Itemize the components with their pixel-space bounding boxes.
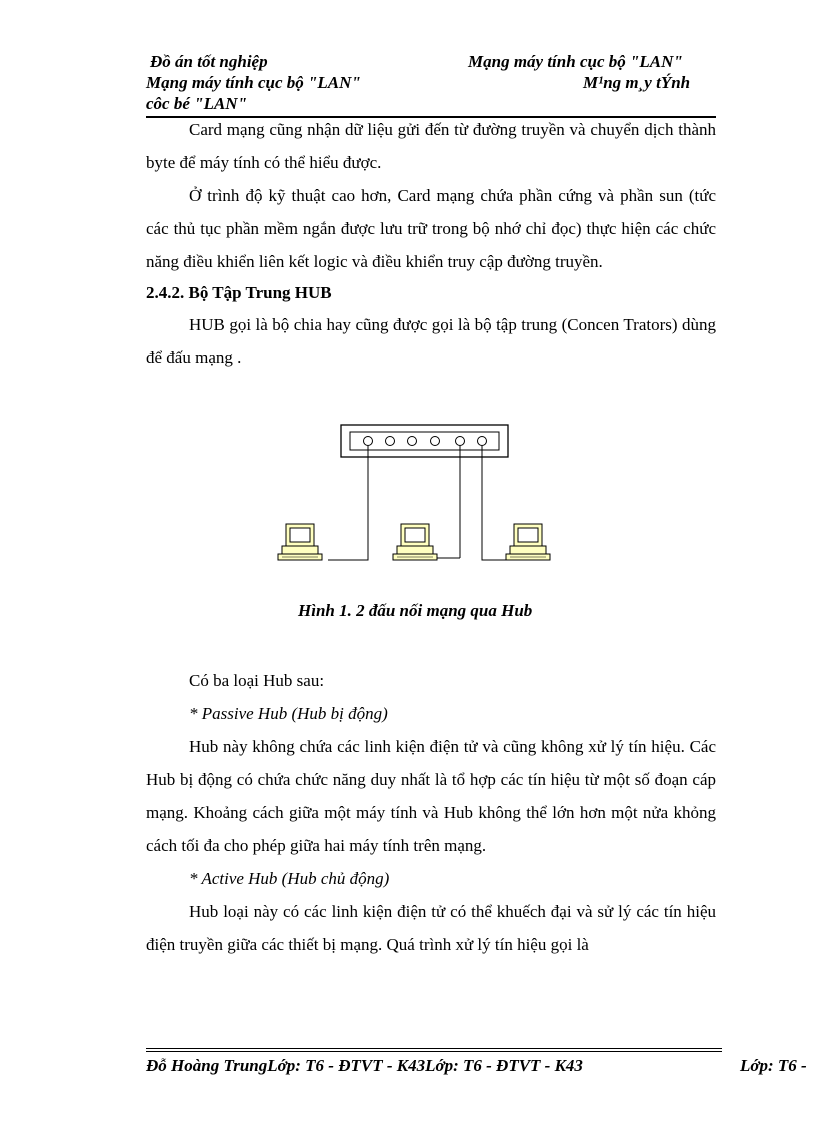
computer-icon-middle bbox=[393, 524, 437, 560]
footer-author-class: Đỗ Hoàng TrungLớp: T6 - ĐTVT - K43Lớp: T6 - ĐTVT - K43 bbox=[146, 1056, 583, 1075]
footer-rule-bottom bbox=[146, 1051, 722, 1052]
body-block-bottom bbox=[146, 664, 716, 961]
header-doc-title: Đồ án tốt nghiệp bbox=[150, 52, 268, 71]
footer-class-right: Lớp: T6 - bbox=[740, 1056, 807, 1075]
bullet-passive-hub: * Passive Hub (Hub bị động) bbox=[189, 704, 388, 723]
footer-rule-top bbox=[146, 1048, 722, 1049]
paragraph-hub-intro: HUB gọi là bộ chia hay cũng được gọi là bộ tập trung (Concen Trators) dùng để đấu mạng . bbox=[146, 315, 716, 367]
header-garbled-title: M¹ng m¸y tÝnh bbox=[583, 73, 691, 92]
hub-network-diagram bbox=[270, 420, 570, 580]
computer-icon-right bbox=[506, 524, 550, 560]
body-block-top bbox=[146, 113, 716, 374]
paragraph-passive-hub: Hub này không chứa các linh kiện điện tử và cũng không xử lý tín hiệu. Các Hub bị động có chứa chức năng duy nhất là tổ hợp các tín hiệu từ một số đoạn cáp mạng. Khoảng cách giữa một máy tính và Hub không thể lớn hơn một nửa khỏng cách tối đa cho phép giữa hai máy tính trên mạng. bbox=[146, 737, 716, 855]
hub-device-icon bbox=[341, 425, 508, 457]
computer-icon-left bbox=[278, 524, 322, 560]
header-garbled-subtitle: côc bé "LAN" bbox=[146, 94, 248, 113]
paragraph-card-firmware: Ở trình độ kỹ thuật cao hơn, Card mạng chứa phần cứng và phần sun (tức các thủ tục phần mềm ngắn được lưu trữ trong bộ nhớ chỉ đọc) thực hiện các chức năng điều khiển liên kết logic và điều khiển truy cập đường truyền. bbox=[146, 186, 716, 271]
bullet-active-hub: * Active Hub (Hub chủ động) bbox=[189, 869, 390, 888]
figure-caption: Hình 1. 2 đấu nối mạng qua Hub bbox=[298, 601, 533, 620]
paragraph-card-receive: Card mạng cũng nhận dữ liệu gửi đến từ đường truyền và chuyển dịch thành byte để máy tính có thể hiểu được. bbox=[146, 120, 716, 172]
section-heading-hub: 2.4.2. Bộ Tập Trung HUB bbox=[146, 283, 332, 302]
header-subtitle: Mạng máy tính cục bộ "LAN" bbox=[146, 73, 361, 92]
paragraph-active-hub: Hub loại này có các linh kiện điện tử có thể khuếch đại và sử lý các tín hiệu điện truyền giữa các thiết bị mạng. Quá trình xử lý tín hiệu gọi là bbox=[146, 902, 716, 954]
paragraph-hub-types: Có ba loại Hub sau: bbox=[189, 671, 325, 690]
header-chapter-title: Mạng máy tính cục bộ "LAN" bbox=[468, 52, 683, 71]
